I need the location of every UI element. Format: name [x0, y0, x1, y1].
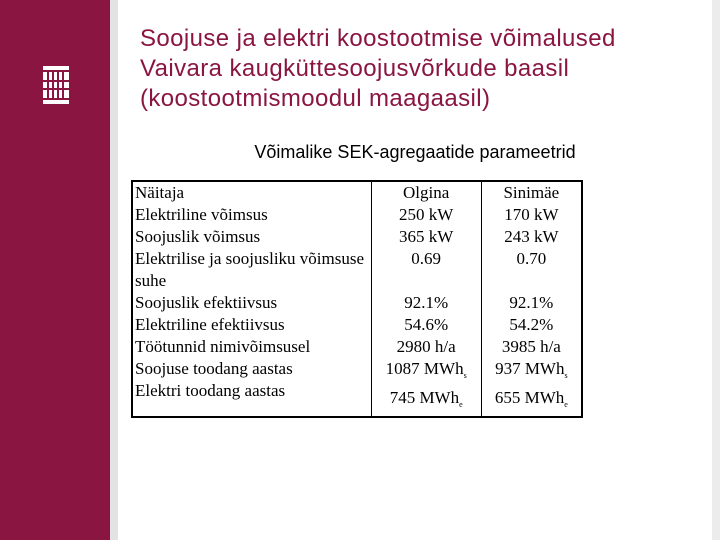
- olgina-value-cell: [374, 358, 479, 387]
- olgina-value: 2980 h/a: [396, 337, 456, 356]
- unit-subscript: e: [564, 400, 568, 409]
- row-label: Soojuslik efektiivsus: [135, 293, 278, 312]
- olgina-value: 365 kW: [399, 227, 454, 246]
- header-label: Näitaja: [135, 183, 185, 202]
- row-label: Soojuse toodang aastas: [135, 359, 293, 378]
- olgina-value: 1087 MWh: [385, 359, 464, 378]
- olgina-value: 745 MWh: [389, 388, 460, 407]
- row-label: Elektriline võimsus: [135, 205, 268, 224]
- olgina-value: 92.1%: [404, 293, 449, 312]
- parameters-table: [131, 180, 583, 418]
- right-strip: [712, 0, 720, 540]
- unit-subscript: s: [463, 371, 467, 380]
- spacer: [484, 270, 579, 292]
- table-caption: Võimalike SEK-agregaatide parameetrid: [254, 142, 576, 162]
- unit-subscript: s: [564, 371, 568, 380]
- header-sinimae: Sinimäe: [503, 183, 560, 202]
- sinimae-value-cell: [484, 358, 579, 387]
- table-row: [132, 181, 582, 417]
- olgina-value-cell: [374, 387, 479, 416]
- row-label: Töötunnid nimivõimsusel: [135, 337, 311, 356]
- header-olgina: Olgina: [403, 183, 450, 202]
- sinimae-value: 54.2%: [509, 315, 554, 334]
- olgina-value: 54.6%: [404, 315, 449, 334]
- sinimae-value: 170 kW: [504, 205, 559, 224]
- title-line-3: (koostootmismoodul maagaasil): [140, 85, 491, 112]
- row-label: Soojuslik võimsus: [135, 227, 261, 246]
- olgina-value: 250 kW: [399, 205, 454, 224]
- sinimae-value: 655 MWh: [494, 388, 565, 407]
- sinimae-value: 937 MWh: [495, 359, 565, 378]
- title-line-2: Vaivara kaugküttesoojusvõrkude baasil: [140, 55, 570, 82]
- university-logo-icon: [43, 66, 69, 104]
- unit-subscript: e: [459, 400, 463, 409]
- row-label: Elektrilise ja soojusliku võimsuse suhe: [135, 249, 365, 290]
- slide-title: [140, 24, 710, 114]
- sinimae-value: 92.1%: [509, 293, 554, 312]
- sinimae-value: 0.70: [516, 249, 547, 268]
- sinimae-value: 3985 h/a: [501, 337, 561, 356]
- row-label: Elektriline efektiivsus: [135, 315, 285, 334]
- olgina-value: 0.69: [411, 249, 442, 268]
- sinimae-value: 243 kW: [504, 227, 559, 246]
- row-label: Elektri toodang aastas: [135, 381, 286, 400]
- title-line-1: Soojuse ja elektri koostootmise võimalused: [140, 25, 616, 52]
- spacer: [374, 270, 479, 292]
- side-strip: [110, 0, 118, 540]
- sinimae-value-cell: [484, 387, 579, 416]
